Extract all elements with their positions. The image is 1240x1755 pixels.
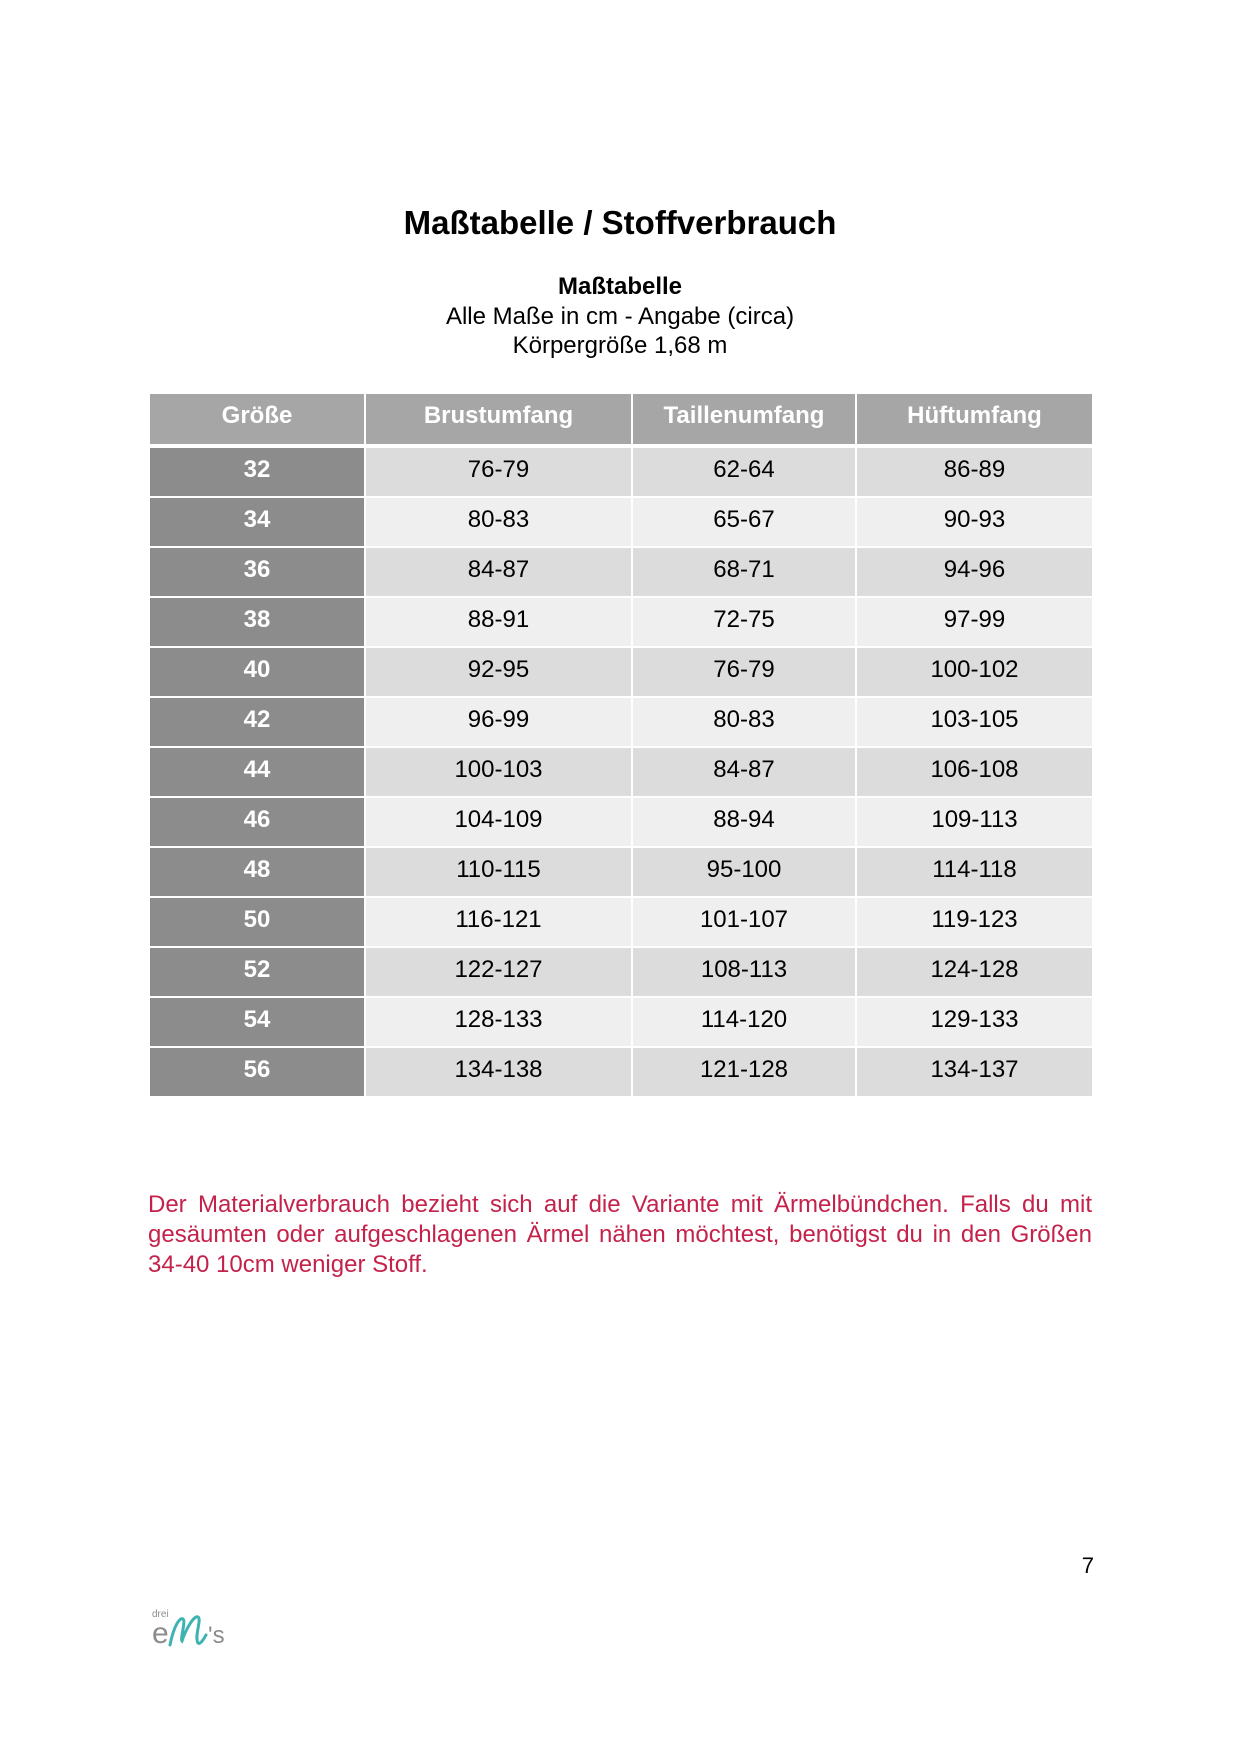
size-cell: 32 (150, 448, 366, 498)
waist-cell: 114-120 (633, 998, 857, 1048)
header-bust: Brustumfang (366, 394, 633, 448)
page-number: 7 (1081, 1553, 1094, 1578)
table-row (150, 648, 1092, 698)
bust-cell: 110-115 (366, 848, 633, 898)
size-cell: 48 (150, 848, 366, 898)
size-cell: 36 (150, 548, 366, 598)
table-row (150, 548, 1092, 598)
waist-cell: 68-71 (633, 548, 857, 598)
table-row (150, 1048, 1092, 1098)
logo-letter-s: 's (208, 1622, 225, 1649)
waist-cell: 108-113 (633, 948, 857, 998)
hip-cell: 90-93 (857, 498, 1092, 548)
waist-cell: 62-64 (633, 448, 857, 498)
hip-cell: 114-118 (857, 848, 1092, 898)
size-cell: 38 (150, 598, 366, 648)
hip-cell: 86-89 (857, 448, 1092, 498)
table-row (150, 798, 1092, 848)
bust-cell: 116-121 (366, 898, 633, 948)
logo-swirl-m (170, 1617, 206, 1645)
hip-cell: 124-128 (857, 948, 1092, 998)
header-hip: Hüftumfang (857, 394, 1092, 448)
hip-cell: 100-102 (857, 648, 1092, 698)
table-row (150, 898, 1092, 948)
brand-logo (150, 1605, 240, 1655)
logo-letter-e: e (152, 1617, 169, 1650)
size-cell: 34 (150, 498, 366, 548)
bust-cell: 122-127 (366, 948, 633, 998)
waist-cell: 95-100 (633, 848, 857, 898)
bust-cell: 84-87 (366, 548, 633, 598)
hip-cell: 103-105 (857, 698, 1092, 748)
hip-cell: 94-96 (857, 548, 1092, 598)
table-row (150, 698, 1092, 748)
hip-cell: 129-133 (857, 998, 1092, 1048)
waist-cell: 101-107 (633, 898, 857, 948)
table-caption-heading: Maßtabelle (557, 273, 683, 300)
size-cell: 40 (150, 648, 366, 698)
hip-cell: 97-99 (857, 598, 1092, 648)
waist-cell: 76-79 (633, 648, 857, 698)
page-title: Maßtabelle / Stoffverbrauch (403, 204, 837, 241)
bust-cell: 96-99 (366, 698, 633, 748)
hip-cell: 106-108 (857, 748, 1092, 798)
hip-cell: 109-113 (857, 798, 1092, 848)
bust-cell: 76-79 (366, 448, 633, 498)
size-chart-table (150, 394, 1092, 1098)
header-size: Größe (150, 394, 366, 448)
table-row (150, 748, 1092, 798)
size-cell: 42 (150, 698, 366, 748)
size-cell: 50 (150, 898, 366, 948)
bust-cell: 104-109 (366, 798, 633, 848)
size-cell: 46 (150, 798, 366, 848)
waist-cell: 84-87 (633, 748, 857, 798)
table-caption-body-height: Körpergröße 1,68 m (512, 332, 728, 359)
hip-cell: 134-137 (857, 1048, 1092, 1098)
table-caption-units: Alle Maße in cm - Angabe (circa) (445, 302, 795, 330)
table-row (150, 448, 1092, 498)
waist-cell: 88-94 (633, 798, 857, 848)
size-cell: 52 (150, 948, 366, 998)
size-cell: 44 (150, 748, 366, 798)
table-row (150, 598, 1092, 648)
waist-cell: 80-83 (633, 698, 857, 748)
table-caption (0, 272, 1240, 361)
logo-small-text: drei (152, 1609, 169, 1620)
waist-cell: 65-67 (633, 498, 857, 548)
bust-cell: 100-103 (366, 748, 633, 798)
bust-cell: 92-95 (366, 648, 633, 698)
size-cell: 54 (150, 998, 366, 1048)
bust-cell: 80-83 (366, 498, 633, 548)
material-usage-note: Der Materialverbrauch bezieht sich auf die Variante mit Ärmelbündchen. Falls du mit gesäumten oder aufgeschlagenen Ärmel nähen möchtest, benötigst du in den Größen 34-40 10cm weniger Stoff. (148, 1191, 1092, 1278)
hip-cell: 119-123 (857, 898, 1092, 948)
table-row (150, 848, 1092, 898)
table-row (150, 498, 1092, 548)
bust-cell: 128-133 (366, 998, 633, 1048)
table-row (150, 948, 1092, 998)
table-row (150, 998, 1092, 1048)
bust-cell: 134-138 (366, 1048, 633, 1098)
size-cell: 56 (150, 1048, 366, 1098)
waist-cell: 121-128 (633, 1048, 857, 1098)
waist-cell: 72-75 (633, 598, 857, 648)
header-waist: Taillenumfang (633, 394, 857, 448)
table-header-row (150, 394, 1092, 448)
bust-cell: 88-91 (366, 598, 633, 648)
